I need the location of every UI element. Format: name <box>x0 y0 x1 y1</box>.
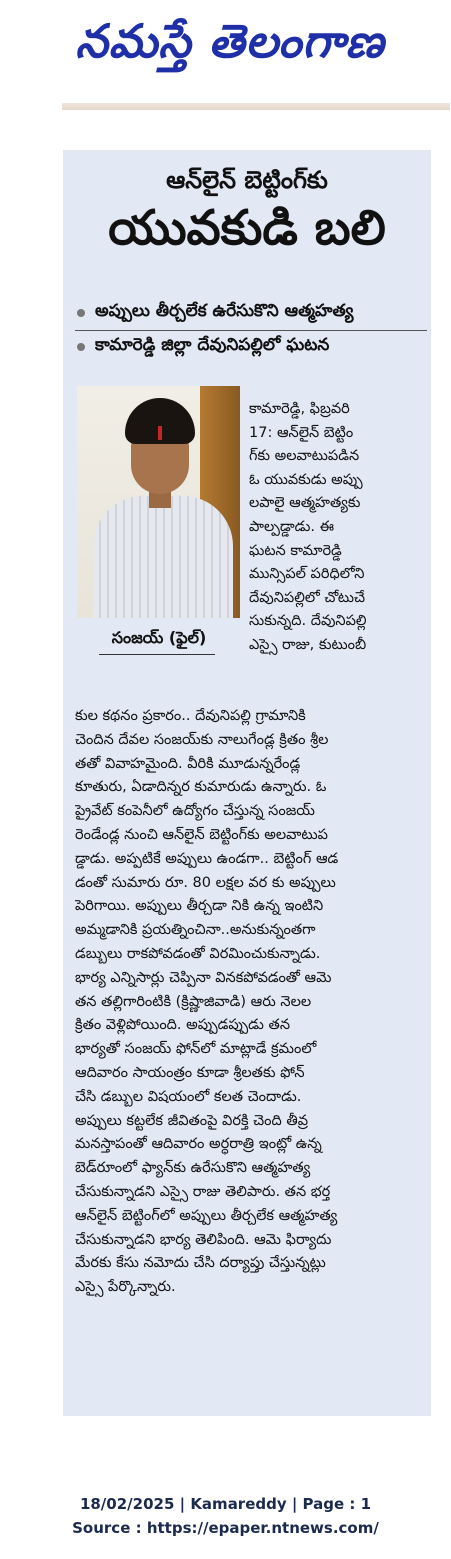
photo-caption: సంజయ్ (ఫైల్) <box>111 628 207 647</box>
body-line: గ్‌కు అలవాటుపడిన <box>249 448 360 465</box>
body-line: భార్య ఎన్నిసార్లు చెప్పినా వినకపోవడంతో ఆమె <box>75 969 332 986</box>
body-line: మేరకు కేసు నమోదు చేసి దర్యాప్తు చేస్తున్నట్లు <box>75 1255 326 1272</box>
body-line: దేవునిపల్లిలో చోటుచే <box>249 589 366 606</box>
footer-date-edition: 18/02/2025 | Kamareddy | Page : 1 <box>79 1495 372 1513</box>
body-line: తతో వివాహమైంది. వీరికి మూడున్నరేండ్ల <box>75 755 301 772</box>
body-line: కుల కథనం ప్రకారం.. దేవునిపల్లి గ్రామానికి <box>75 708 306 724</box>
body-line: ఎస్సై రాజు, కుటుంబీ <box>249 636 367 653</box>
body-line: డ్డాడు. అప్పటికే అప్పులు ఉండగా.. బెట్టింగ్ ఆడ <box>75 850 339 867</box>
body-line: మున్సిపల్ పరిధిలోని <box>249 566 365 583</box>
body-line: చెందిన దేవల సంజయ్‌కు నాలుగేండ్ల క్రితం శ్రీల <box>75 731 329 748</box>
person-photo <box>77 386 240 618</box>
body-line: రెండేండ్ల నుంచి ఆన్‌లైన్ బెట్టింగ్‌కు అలవాటుప <box>75 826 328 843</box>
body-line: ఆదివారం సాయంత్రం కూడా శ్రీలతకు ఫోన్ <box>75 1064 305 1081</box>
body-line: ఆన్‌లైన్ బెట్టింగ్‌లో అప్పులు తీర్చలేక ఆత్మహత్య <box>75 1207 338 1224</box>
body-line: ఎస్సై పేర్కొన్నారు. <box>75 1279 176 1296</box>
footer-source-link[interactable]: Source : https://epaper.ntnews.com/ <box>72 1519 379 1537</box>
body-line: 17: ఆన్‌లైన్ బెట్టిం <box>249 424 354 441</box>
body-line: అప్పులు కట్టలేక జీవితంపై విరక్తి చెంది తీవ్ర <box>75 1112 309 1129</box>
newspaper-masthead <box>20 4 440 90</box>
body-line: డబ్బులు రాకపోవడంతో విరమించుకున్నాడు. <box>75 945 321 962</box>
body-line: చేసుకున్నాడని భార్య తెలిపింది. ఆమె ఫిర్యాదు <box>75 1231 332 1248</box>
body-line: ప్రైవేట్ కంపెనీలో ఉద్యోగం చేస్తున్న సంజయ్ <box>75 803 315 820</box>
body-text-right-column <box>249 398 425 658</box>
bullet-item <box>77 296 427 330</box>
body-text-full-width <box>75 705 427 1300</box>
bullet-divider <box>75 330 427 331</box>
body-line: సుకున్నది. దేవునిపల్లి <box>249 613 367 630</box>
body-line: అమ్మడానికి ప్రయత్నించినా..అనుకున్నంతగా <box>75 922 316 939</box>
news-article <box>63 150 431 1416</box>
body-line: మనస్తాపంతో ఆదివారం అర్ధరాత్రి ఇంట్లో ఉన్న <box>75 1136 322 1153</box>
body-line: డంతో సుమారు రూ. 80 లక్షల వర కు అప్పులు <box>75 874 336 891</box>
bullet-text: కామారెడ్డి జిల్లా దేవునిపల్లిలో ఘటన <box>95 335 330 355</box>
body-line: పాల్పడ్డాడు. ఈ <box>249 518 334 535</box>
caption-underline <box>99 654 215 655</box>
bullet-dot-icon <box>77 309 85 317</box>
bullet-text: అప్పులు తీర్చలేక ఉరేసుకొని ఆత్మహత్య <box>95 301 354 321</box>
body-line: బెడ్‌రూంలో ఫ్యాన్‌కు ఉరేసుకొని ఆత్మహత్య <box>75 1160 311 1177</box>
masthead-rule <box>62 103 450 110</box>
body-line: కూతురు, ఏడాదిన్నర కుమారుడు ఉన్నారు. ఓ <box>75 779 327 796</box>
body-line: తన తల్లిగారింటికి (క్రిష్ణాజివాడి) ఆరు నెలల <box>75 993 312 1010</box>
body-line: క్రితం వెళ్లిపోయింది. అప్పుడప్పుడు తన <box>75 1017 290 1034</box>
body-line: ఓ యువకుడు అప్పు <box>249 471 363 488</box>
bullet-item <box>77 330 427 364</box>
body-line: భార్యతో సంజయ్ ఫోన్‌లో మాట్లాడే క్రమంలో <box>75 1041 317 1058</box>
page-footer <box>0 1492 451 1540</box>
masthead-title: నమస్తే తెలంగాణ <box>75 14 385 68</box>
body-line: చేసి డబ్బుల విషయంలో కలత చెందాడు. <box>75 1088 302 1105</box>
bullet-dot-icon <box>77 343 85 351</box>
body-line: కామారెడ్డి, ఫిబ్రవరి <box>249 401 350 417</box>
article-headline: యువకుడి బలి <box>108 200 386 256</box>
body-line: చేసుకున్నాడని ఎస్సై రాజు తెలిపారు. తన భర్త <box>75 1183 331 1200</box>
body-line: లపాలై ఆత్మహత్యకు <box>249 495 361 512</box>
body-line: ఘటన కామారెడ్డి <box>249 542 342 559</box>
article-kicker: ఆన్‌లైన్ బెట్టింగ్‌కు <box>166 166 328 194</box>
body-line: పెరిగాయి. అప్పులు తీర్చడా నికి ఉన్న ఇంటిని <box>75 898 324 915</box>
